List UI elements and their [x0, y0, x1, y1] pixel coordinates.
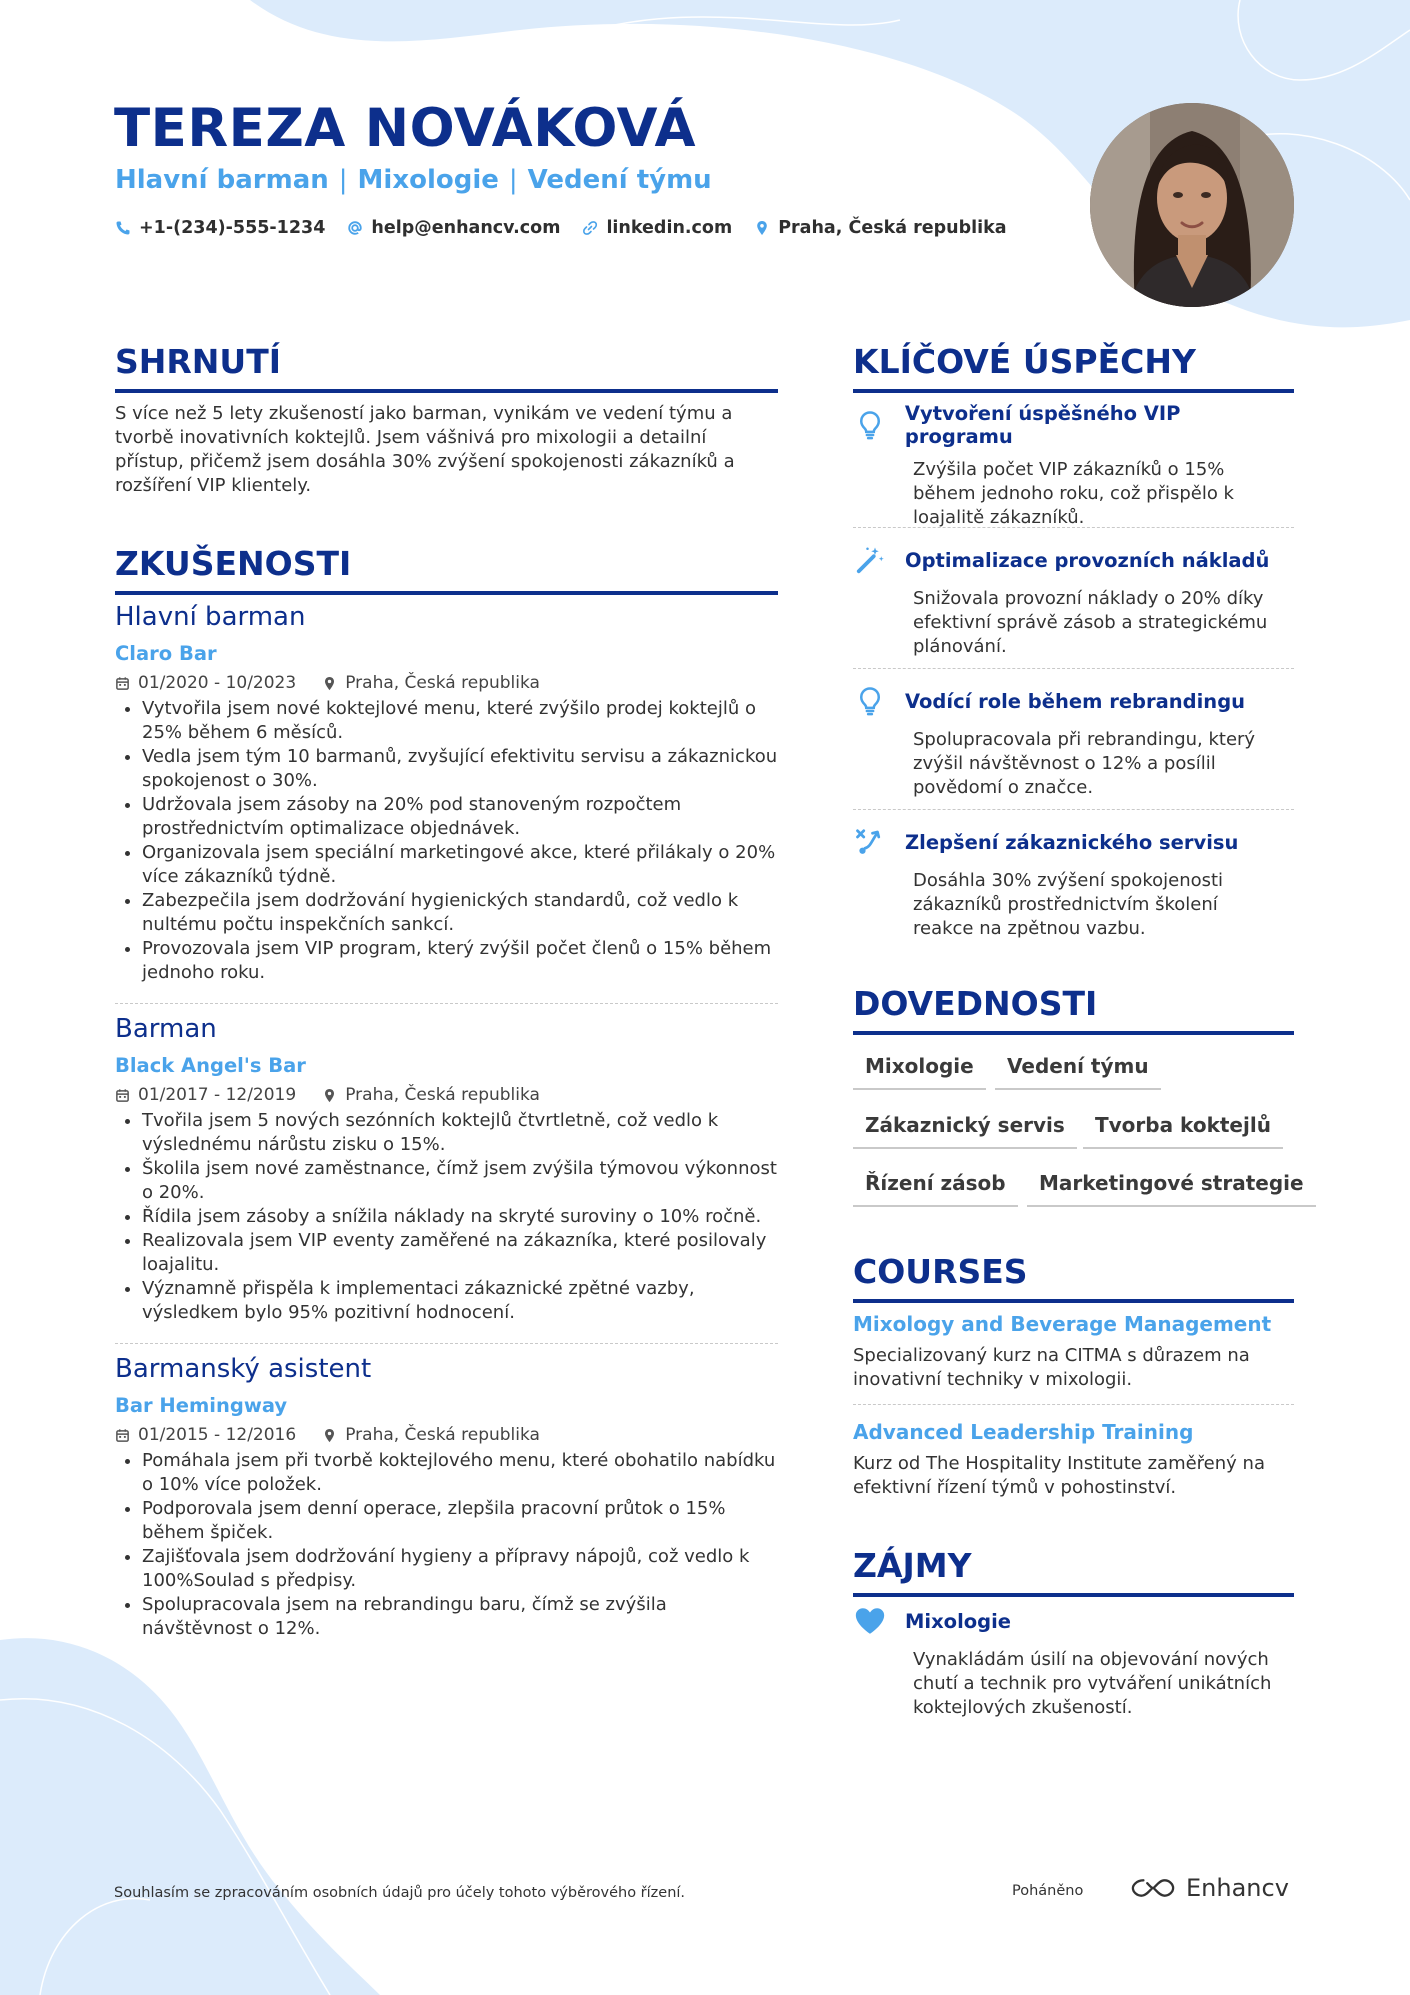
- section-title-summary: SHRNUTÍ: [115, 342, 778, 393]
- headline-separator: |: [338, 165, 348, 195]
- job-dates: [115, 673, 296, 693]
- bullet-item: • Vedla jsem tým 10 barmanů, zvyšující efektivitu servisu a zákaznickou spokojenost o 30%.: [142, 745, 778, 793]
- section-title-interests: ZÁJMY: [853, 1546, 1294, 1597]
- contact-bar: [115, 218, 1007, 238]
- at-icon: [347, 220, 363, 236]
- job-location-text: Praha, Česká republika: [345, 1425, 540, 1445]
- portrait-image: [1090, 103, 1294, 307]
- contact-phone[interactable]: [115, 218, 325, 238]
- job-dates-text: 01/2017 - 12/2019: [138, 1085, 297, 1105]
- job-title: Barmanský asistent: [115, 1354, 372, 1384]
- powered-by-label: Poháněno: [1012, 1883, 1084, 1899]
- headline-skill: Vedení týmu: [527, 165, 712, 195]
- lightbulb-icon: [853, 684, 887, 718]
- section-title-courses: COURSES: [853, 1252, 1294, 1303]
- location-pin-icon: [322, 1428, 337, 1443]
- email-text: help@enhancv.com: [371, 218, 561, 238]
- achievement-item: [853, 402, 1294, 530]
- job-dates: [115, 1085, 296, 1105]
- job-bullets: [115, 1449, 778, 1641]
- job-meta: [115, 1425, 778, 1445]
- location-pin-icon: [754, 220, 770, 236]
- achievement-item: [853, 543, 1294, 659]
- skill-tag: Řízení zásob: [853, 1171, 1018, 1207]
- achievement-item: [853, 825, 1294, 941]
- course-title: Advanced Leadership Training: [853, 1420, 1194, 1444]
- achievement-item: [853, 684, 1294, 800]
- divider: [853, 527, 1294, 528]
- calendar-icon: [115, 1428, 130, 1443]
- job-location: [322, 673, 540, 693]
- job-title: Hlavní barman: [115, 602, 306, 632]
- location-pin-icon: [322, 676, 337, 691]
- job-location: [322, 1425, 540, 1445]
- bullet-item: • Podporovala jsem denní operace, zlepšila pracovní průtok o 15% během špiček.: [142, 1497, 778, 1545]
- bullet-item: • Provozovala jsem VIP program, který zvýšil počet členů o 15% během jednoho roku.: [142, 937, 778, 985]
- job-bullets: [115, 1109, 778, 1325]
- profile-photo: [1090, 103, 1294, 307]
- bullet-item: • Školila jsem nové zaměstnance, čímž jsem zvýšila týmovou výkonnost o 20%.: [142, 1157, 778, 1205]
- link-icon: [582, 220, 598, 236]
- job-meta: [115, 673, 778, 693]
- divider: [853, 1404, 1294, 1405]
- achievement-title: Vodící role během rebrandingu: [905, 689, 1246, 713]
- course-desc: Specializovaný kurz na CITMA s důrazem na inovativní techniky v mixologii.: [853, 1345, 1250, 1390]
- company-name: Claro Bar: [115, 642, 217, 665]
- course-title: Mixology and Beverage Management: [853, 1312, 1272, 1336]
- job-dates-text: 01/2020 - 10/2023: [138, 673, 297, 693]
- skill-tag: Marketingové strategie: [1027, 1171, 1316, 1207]
- lightbulb-icon: [853, 408, 887, 442]
- bullet-item: • Organizovala jsem speciální marketingové akce, které přilákaly o 20% více zákazníků týdně.: [142, 841, 778, 889]
- company-name: Bar Hemingway: [115, 1394, 288, 1417]
- bullet-item: • Řídila jsem zásoby a snížila náklady na skryté suroviny o 10% ročně.: [142, 1205, 778, 1229]
- brand-logo[interactable]: [1130, 1874, 1289, 1902]
- bullet-item: • Významně přispěla k implementaci zákaznické zpětné vazby, výsledkem bylo 95% pozitivní hodnocení.: [142, 1277, 778, 1325]
- achievement-desc: Snižovala provozní náklady o 20% díky efektivní správě zásob a strategickému plánování.: [913, 588, 1268, 657]
- job-location-text: Praha, Česká republika: [345, 1085, 540, 1105]
- interest-item: [853, 1604, 1294, 1720]
- location-pin-icon: [322, 1088, 337, 1103]
- course-item: [853, 1312, 1294, 1392]
- consent-note: Souhlasím se zpracováním osobních údajů pro účely tohoto výběrového řízení.: [114, 1885, 686, 1901]
- candidate-name: TEREZA NOVÁKOVÁ: [114, 98, 696, 159]
- contact-email[interactable]: [347, 218, 560, 238]
- contact-linkedin[interactable]: [582, 218, 732, 238]
- achievement-desc: Zvýšila počet VIP zákazníků o 15% během jednoho roku, což přispělo k loajalitě zákazníků.: [913, 459, 1234, 528]
- calendar-icon: [115, 676, 130, 691]
- enhancv-logo-icon: [1130, 1876, 1176, 1900]
- summary-text: S více než 5 lety zkušeností jako barman, vynikám ve vedení týmu a tvorbě inovativních koktejlů. Jsem vášnivá pro mixologii a detailní přístup, přičemž jsem dosáhla 30% zvýšení spokojenosti zákazníků a rozšíření VIP klientely.: [115, 403, 735, 496]
- interest-desc: Vynakládám úsilí na objevování nových chutí a technik pro vytváření unikátních koktejlových zkušeností.: [913, 1649, 1272, 1718]
- bullet-item: • Spolupracovala jsem na rebrandingu baru, čímž se zvýšila návštěvnost o 12%.: [142, 1593, 778, 1641]
- achievement-title: Optimalizace provozních nákladů: [905, 548, 1270, 572]
- divider: [115, 1003, 778, 1004]
- location-text: Praha, Česká republika: [778, 218, 1007, 238]
- bullet-item: • Vytvořila jsem nové koktejlové menu, které zvýšilo prodej koktejlů o 25% během 6 měsíců.: [142, 697, 778, 745]
- achievement-title: Zlepšení zákaznického servisu: [905, 830, 1239, 854]
- section-title-experience: ZKUŠENOSTI: [115, 544, 778, 595]
- experience-entry: [115, 1354, 778, 1641]
- bullet-item: • Tvořila jsem 5 nových sezónních koktejlů čtvrtletně, což vedlo k výslednému nárůstu zisku o 15%.: [142, 1109, 778, 1157]
- bullet-item: • Zabezpečila jsem dodržování hygienických standardů, což vedlo k nultému počtu inspekčních sankcí.: [142, 889, 778, 937]
- bullet-item: • Pomáhala jsem při tvorbě koktejlového menu, které obohatilo nabídku o 10% více položek.: [142, 1449, 778, 1497]
- skill-tag: Tvorba koktejlů: [1083, 1113, 1283, 1149]
- course-item: [853, 1420, 1294, 1500]
- company-name: Black Angel's Bar: [115, 1054, 306, 1077]
- calendar-icon: [115, 1088, 130, 1103]
- section-title-achievements: KLÍČOVÉ ÚSPĚCHY: [853, 342, 1294, 393]
- headline: [115, 165, 712, 195]
- headline-separator: |: [508, 165, 518, 195]
- skill-tag: Zákaznický servis: [853, 1113, 1077, 1149]
- divider: [853, 809, 1294, 810]
- job-meta: [115, 1085, 778, 1105]
- job-title: Barman: [115, 1014, 217, 1044]
- phone-text: +1-(234)-555-1234: [139, 218, 326, 238]
- job-bullets: [115, 697, 778, 985]
- experience-entry: [115, 1014, 778, 1325]
- headline-skill: Mixologie: [357, 165, 499, 195]
- experience-entry: [115, 602, 778, 985]
- divider: [853, 668, 1294, 669]
- bullet-item: • Udržovala jsem zásoby na 20% pod stanoveným rozpočtem prostřednictvím optimalizace objednávek.: [142, 793, 778, 841]
- job-location-text: Praha, Česká republika: [345, 673, 540, 693]
- bullet-item: • Realizovala jsem VIP eventy zaměřené na zákazníka, které posilovaly loajalitu.: [142, 1229, 778, 1277]
- job-dates-text: 01/2015 - 12/2016: [138, 1425, 297, 1445]
- skill-tag: Vedení týmu: [995, 1054, 1161, 1090]
- achievement-desc: Dosáhla 30% zvýšení spokojenosti zákazníků prostřednictvím školení reakce na zpětnou vazbu.: [913, 870, 1224, 939]
- contact-location: [754, 218, 1006, 238]
- interest-title: Mixologie: [905, 1609, 1012, 1633]
- achievement-title: Vytvoření úspěšného VIP programu: [904, 402, 1181, 448]
- course-desc: Kurz od The Hospitality Institute zaměřený na efektivní řízení týmů v pohostinství.: [853, 1453, 1265, 1498]
- bullet-item: • Zajišťovala jsem dodržování hygieny a přípravy nápojů, což vedlo k 100%Soulad s předpisy.: [142, 1545, 778, 1593]
- linkedin-text: linkedin.com: [606, 218, 733, 238]
- headline-role: Hlavní barman: [115, 165, 329, 195]
- heart-icon: [853, 1604, 887, 1638]
- magic-wand-icon: [853, 543, 887, 577]
- skill-tag: Mixologie: [853, 1054, 986, 1090]
- brand-name: Enhancv: [1186, 1874, 1289, 1902]
- job-dates: [115, 1425, 296, 1445]
- phone-icon: [115, 220, 131, 236]
- section-title-skills: DOVEDNOSTI: [853, 984, 1294, 1035]
- divider: [115, 1343, 778, 1344]
- achievement-desc: Spolupracovala při rebrandingu, který zvýšil návštěvnost o 12% a posílil povědomí o značce.: [913, 729, 1256, 798]
- job-location: [322, 1085, 540, 1105]
- strategy-icon: [853, 825, 887, 859]
